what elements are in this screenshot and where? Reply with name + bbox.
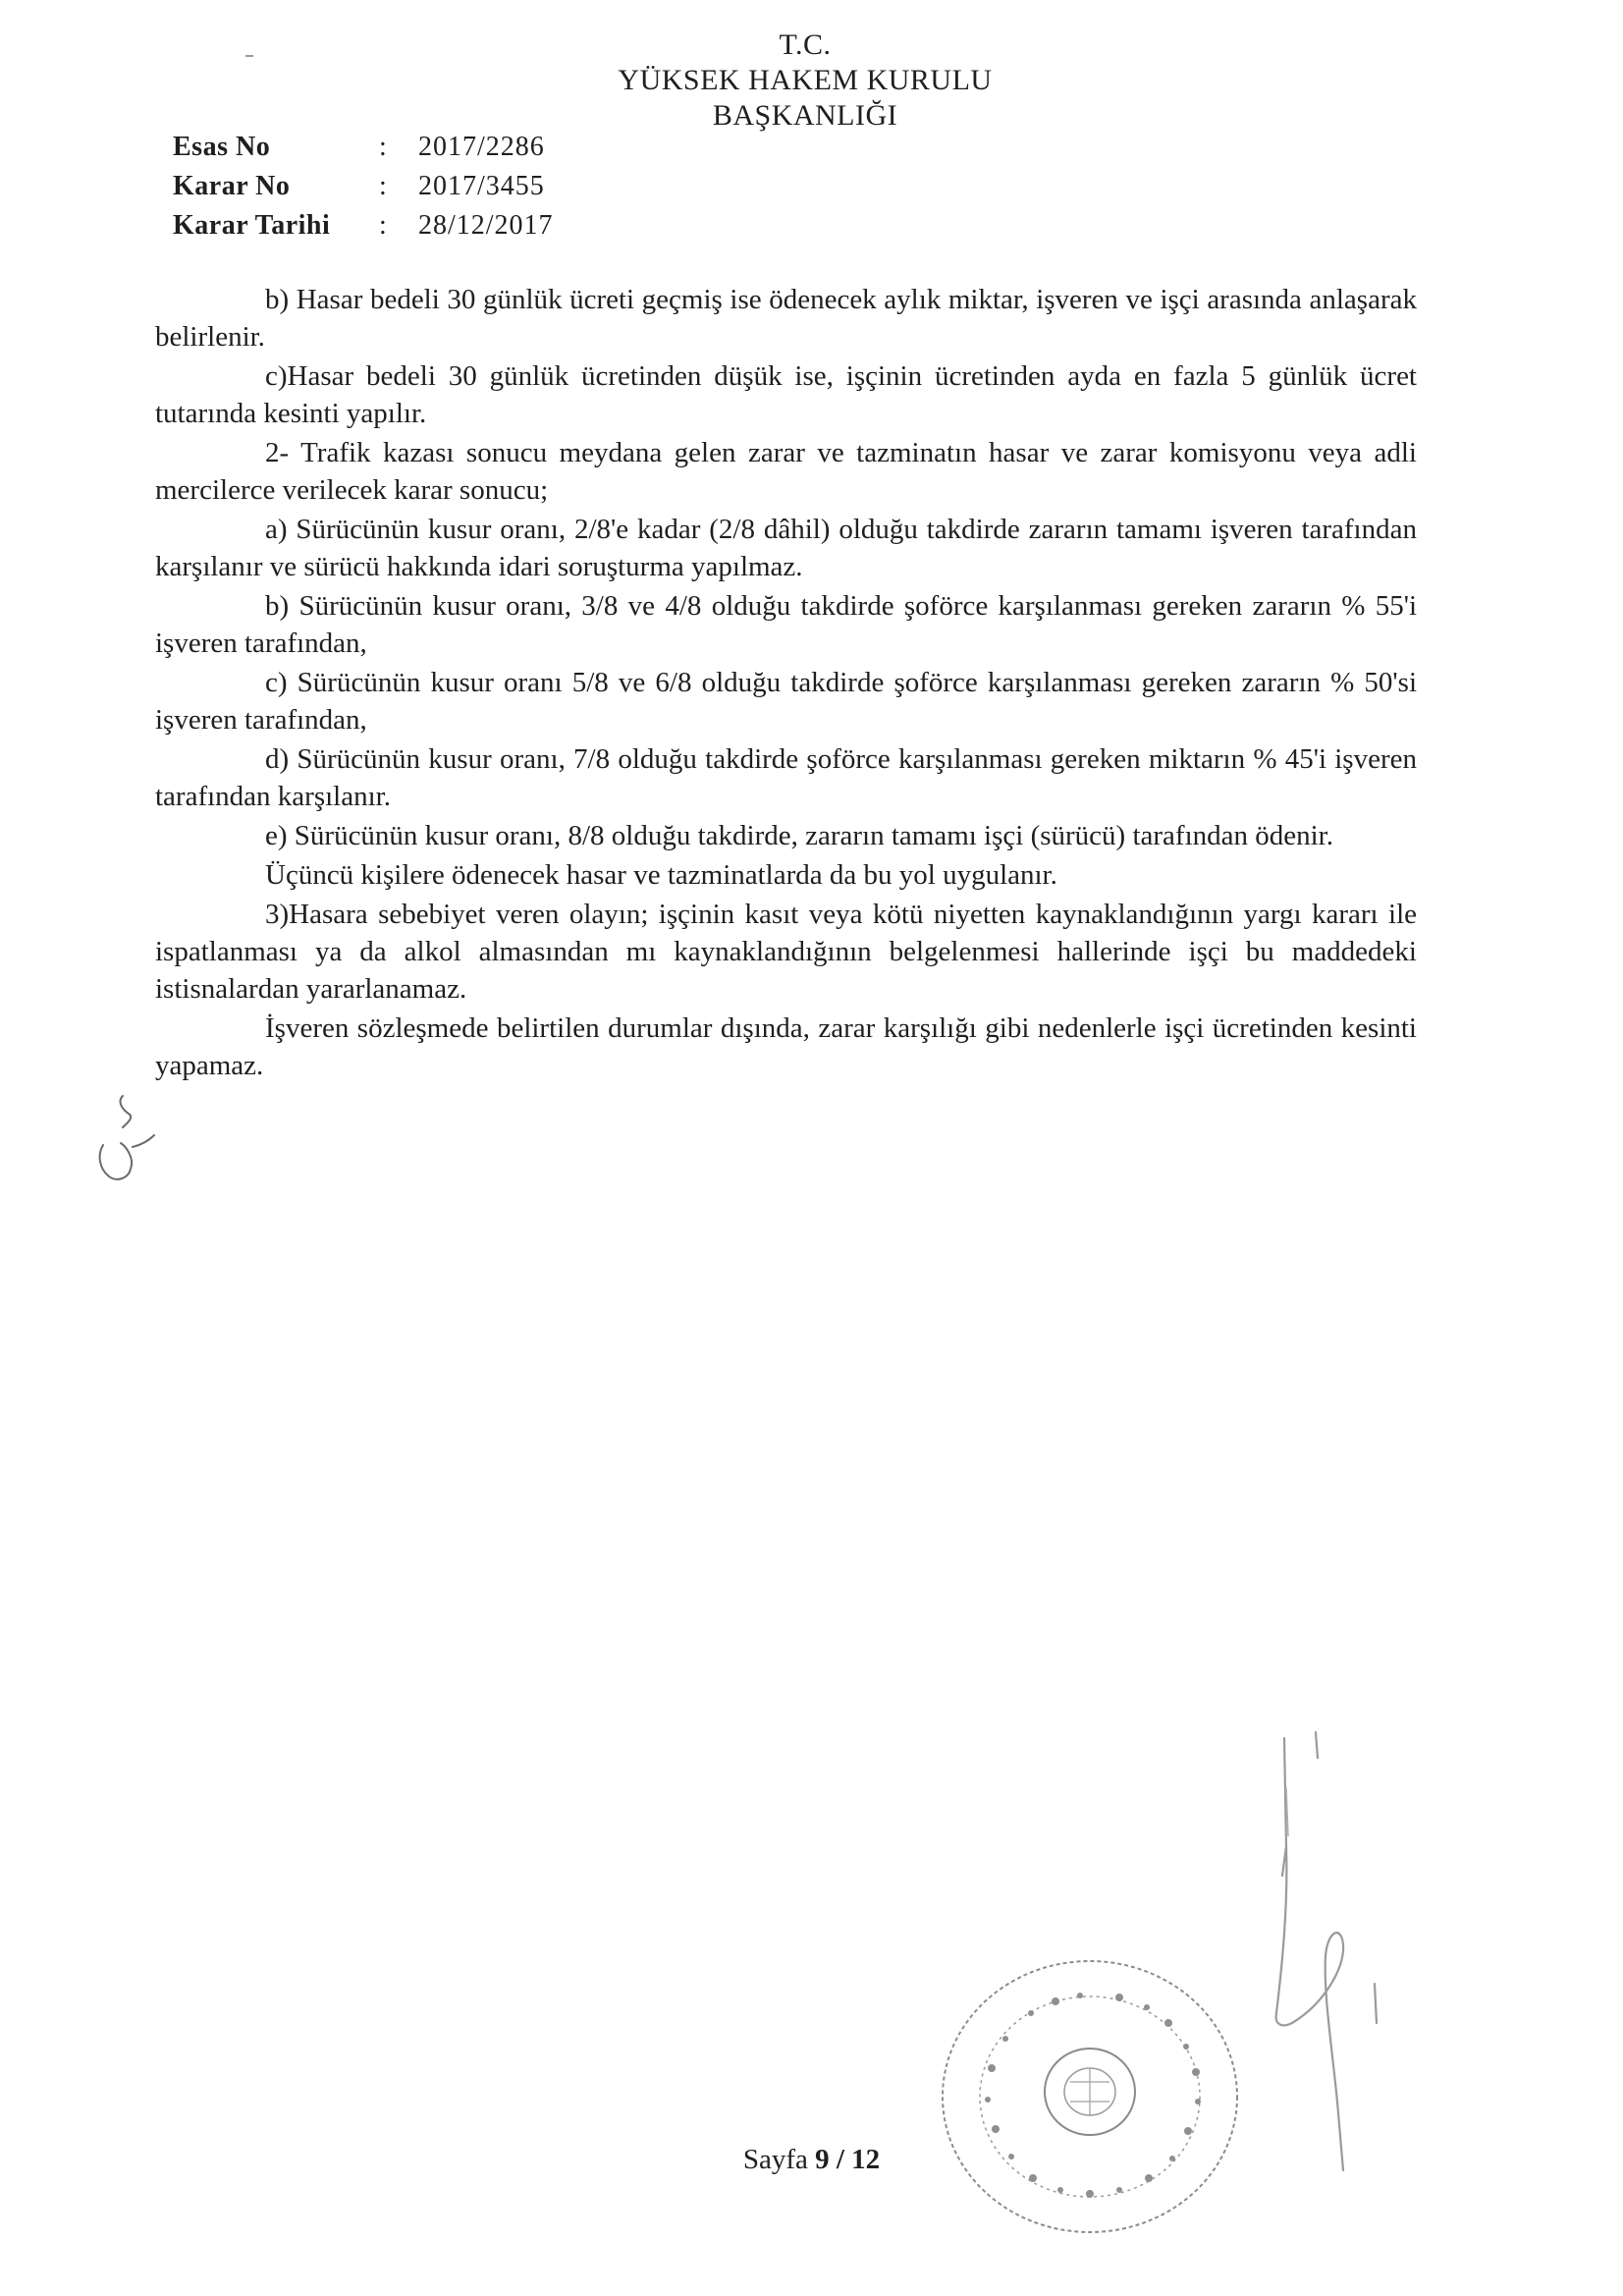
meta-value: 2017/3455 (418, 171, 545, 201)
meta-label: Karar No (173, 171, 291, 201)
handwritten-initial-icon (83, 1088, 162, 1186)
scan-speck (245, 55, 253, 57)
header-line-board: YÜKSEK HAKEM KURULU (618, 64, 993, 96)
paragraph: b) Hasar bedeli 30 günlük ücreti geçmiş ise ödenecek aylık miktar, işveren ve işçi arasında anlaşarak belirlenir. (155, 284, 1417, 353)
meta-value: 28/12/2017 (418, 210, 554, 241)
paragraph: c) Sürücünün kusur oranı 5/8 ve 6/8 olduğu takdirde şoförce karşılanması gereken zararın % 50'si işveren tarafından, (155, 667, 1417, 736)
header-line-presidency: BAŞKANLIĞI (712, 99, 898, 132)
meta-label: Esas No (173, 132, 271, 162)
institution-header (550, 27, 1060, 134)
meta-colon: : (379, 171, 387, 201)
meta-value: 2017/2286 (418, 132, 545, 162)
header-line-tc: T.C. (779, 28, 832, 61)
paragraph: b) Sürücünün kusur oranı, 3/8 ve 4/8 olduğu takdirde şoförce karşılanması gereken zararın % 55'i işveren tarafından, (155, 590, 1417, 659)
document-body (155, 281, 1417, 1086)
paragraph: 2- Trafik kazası sonucu meydana gelen zarar ve tazminatın hasar ve zarar komisyonu veya adli mercilerce verilecek karar sonucu; (155, 437, 1417, 506)
case-meta (173, 128, 554, 246)
page-label: Sayfa (742, 2144, 808, 2175)
paragraph: d) Sürücünün kusur oranı, 7/8 olduğu takdirde şoförce karşılanması gereken miktarın % 45'i işveren tarafından karşılanır. (155, 743, 1417, 812)
meta-row-tarih (173, 206, 554, 246)
paragraph: a) Sürücünün kusur oranı, 2/8'e kadar (2/8 dâhil) olduğu takdirde zararın tamamı işveren tarafından karşılanır ve sürücü hakkında idari soruşturma yapılmaz. (155, 514, 1417, 582)
meta-colon: : (379, 132, 387, 162)
meta-row-karar (173, 167, 554, 206)
paragraph: İşveren sözleşmede belirtilen durumlar dışında, zarar karşılığı gibi nedenlerle işçi ücretinden kesinti yapamaz. (155, 1012, 1417, 1081)
paragraph: e) Sürücünün kusur oranı, 8/8 olduğu takdirde, zararın tamamı işçi (sürücü) tarafından ödenir. (265, 820, 1333, 851)
paragraph: Üçüncü kişilere ödenecek hasar ve tazminatlarda da bu yol uygulanır. (265, 859, 1057, 891)
meta-label: Karar Tarihi (173, 210, 331, 241)
meta-row-esas (173, 128, 554, 167)
official-seal-icon (923, 1944, 1257, 2249)
meta-colon: : (379, 210, 387, 241)
paragraph: c)Hasar bedeli 30 günlük ücretinden düşük ise, işçinin ücretinden ayda en fazla 5 günlük ücret tutarında kesinti yapılır. (155, 360, 1417, 429)
page-footer (0, 2144, 1623, 2176)
paragraph: 3)Hasara sebebiyet veren olayın; işçinin kasıt veya kötü niyetten kaynaklandığının yargı kararı ile ispatlanması ya da alkol almasından mı kaynaklandığının belgelenmesi hallerinde işçi bu maddedeki istisnalardan yararlanamaz. (155, 899, 1417, 1005)
page-number: 9 / 12 (815, 2144, 881, 2175)
